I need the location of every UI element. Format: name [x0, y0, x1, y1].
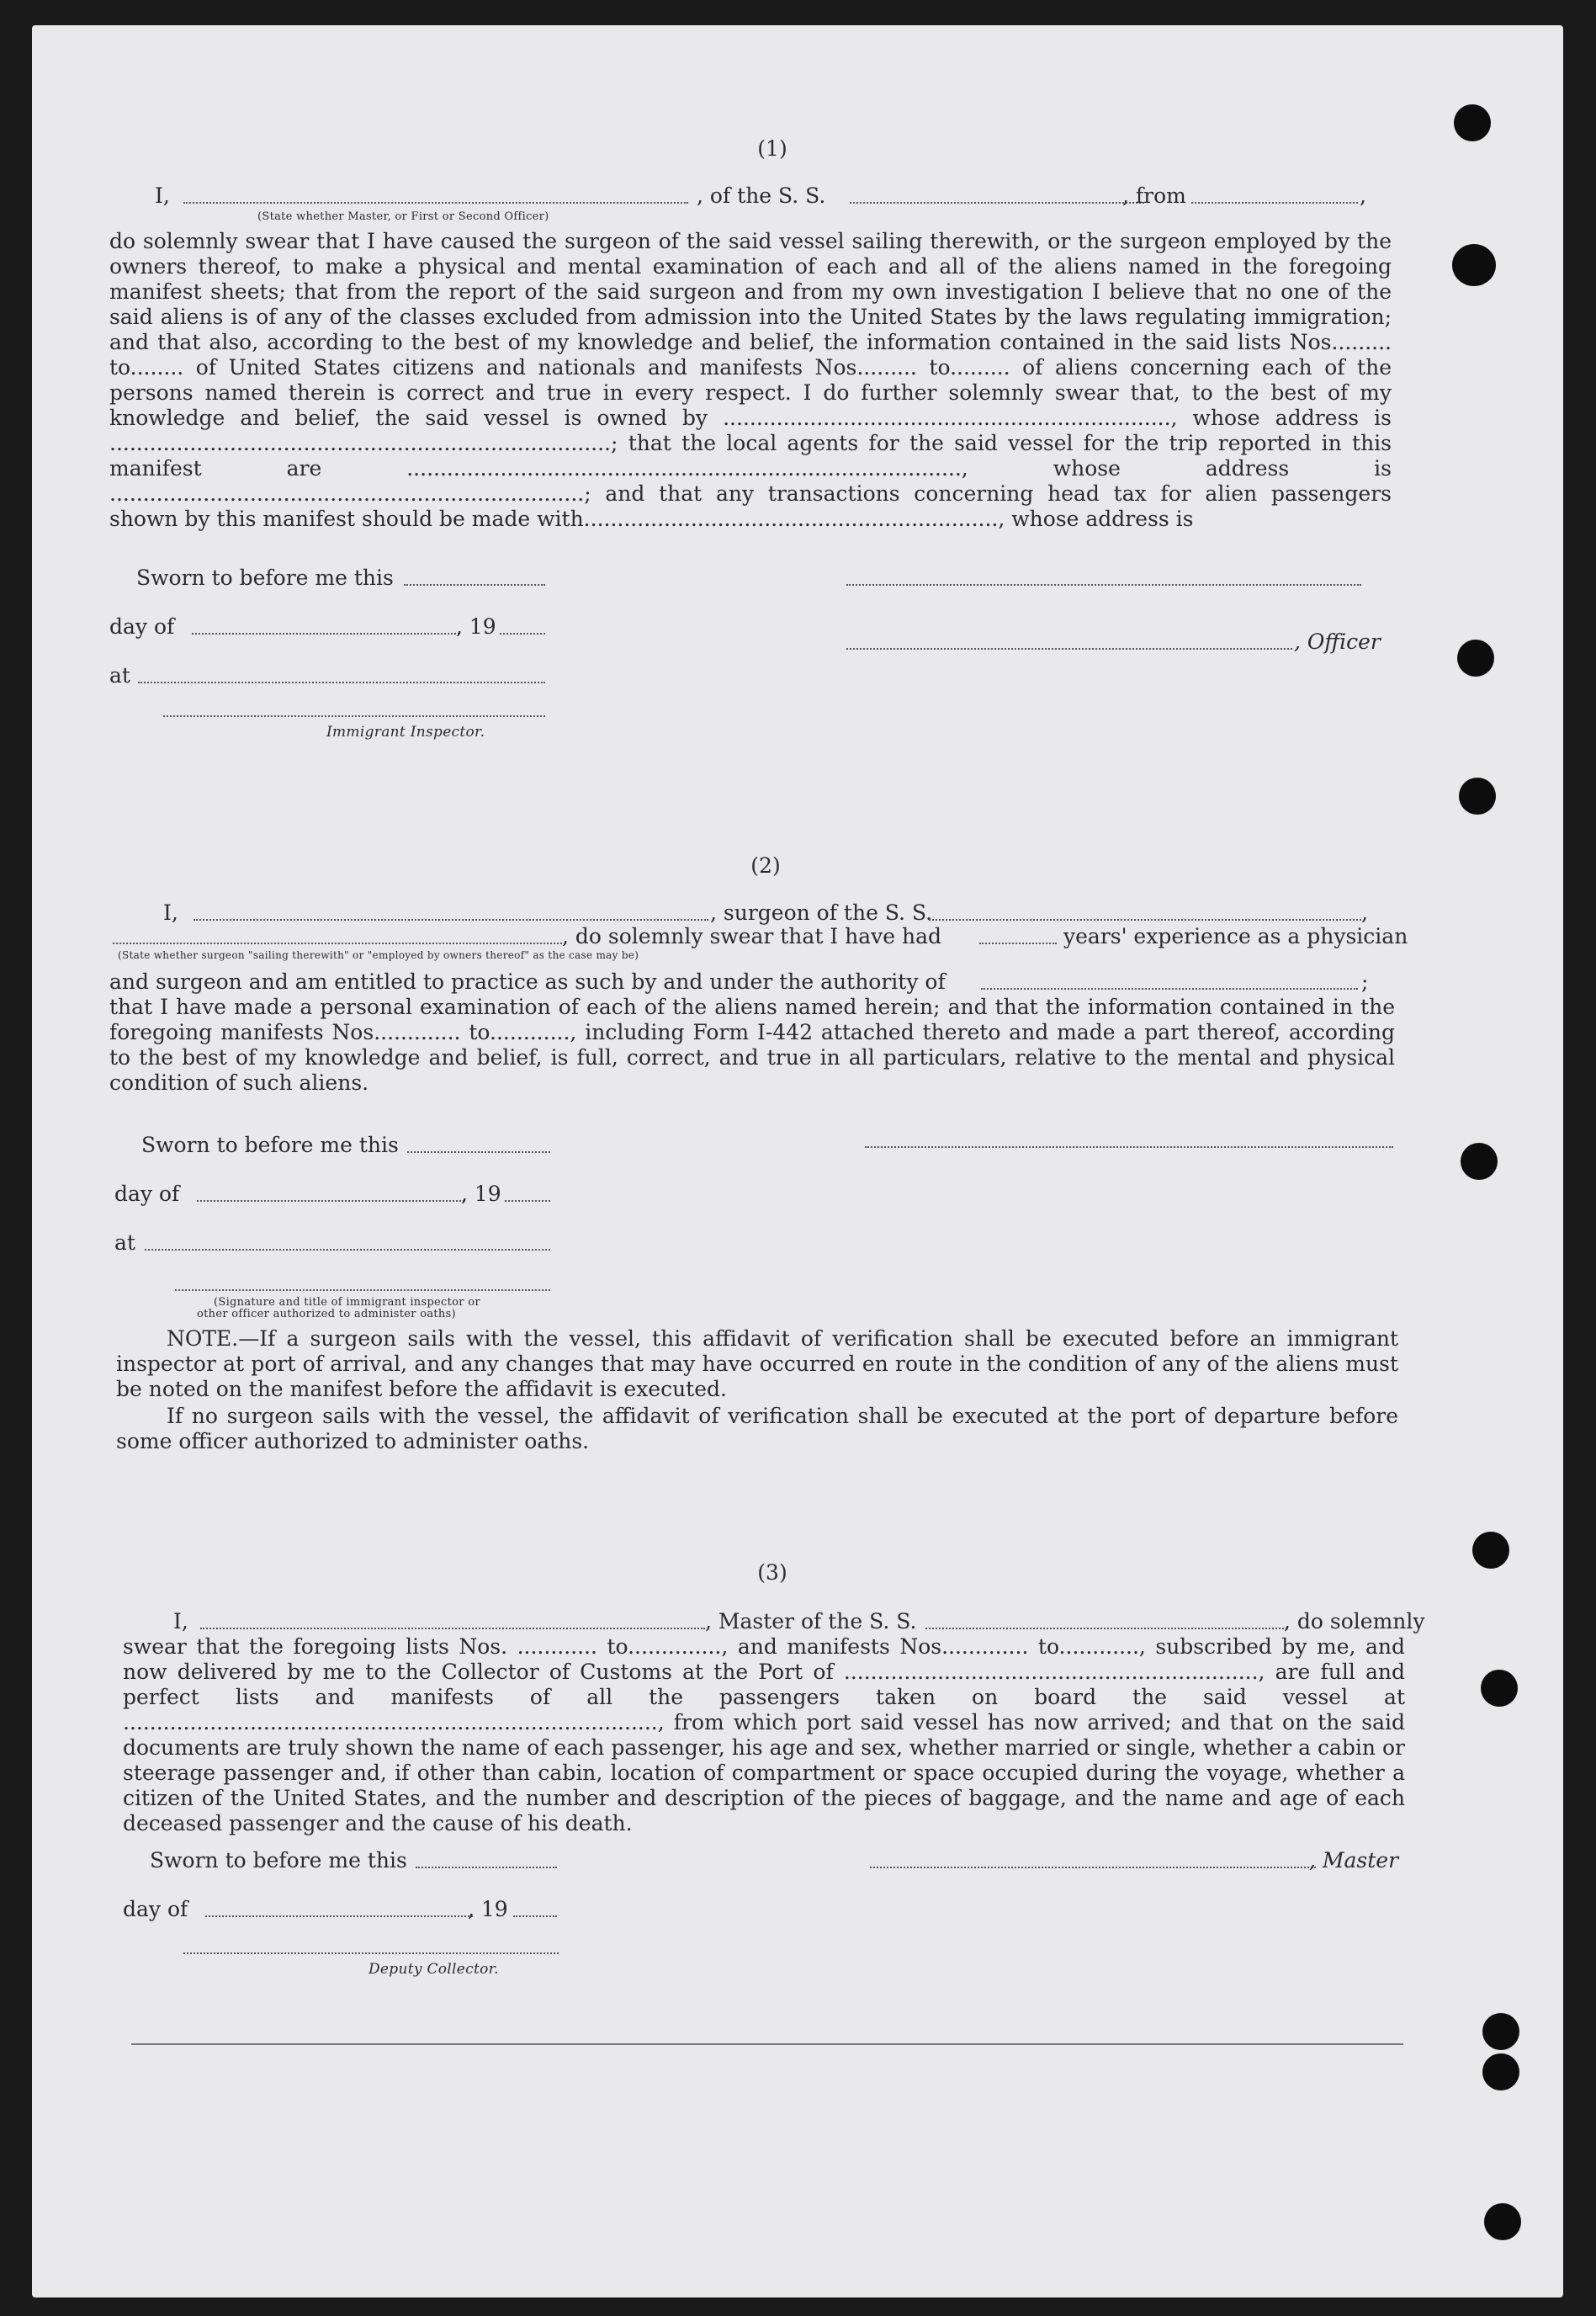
- surgeon-name-field[interactable]: [194, 919, 708, 921]
- section2-body: that I have made a personal examination of each of the aliens named herein; and that the information contained in the foregoing manifests Nos............. to............, including Form I-442 attached thereto and made a part thereof, according to the best of my knowledge and belief, is full, correct, and true in all particulars, relative to the mental and physical condition of such aliens.: [109, 995, 1395, 1095]
- master-signature-field[interactable]: [870, 1867, 1316, 1868]
- section2-at-field[interactable]: [145, 1249, 550, 1251]
- section1-day-field[interactable]: [192, 633, 459, 635]
- section1-year: , 19: [456, 614, 496, 639]
- section3-master-name-field[interactable]: [200, 1628, 705, 1629]
- vessel-name-field[interactable]: [850, 202, 1144, 204]
- section1-inspector: Immigrant Inspector.: [326, 724, 485, 741]
- section2-years: years' experience as a physician: [1063, 924, 1408, 948]
- section3-day-field[interactable]: [205, 1915, 473, 1917]
- section1-at: at: [109, 663, 130, 688]
- bottom-rule: [131, 2043, 1403, 2045]
- punch-hole-8: [1482, 2013, 1519, 2050]
- section1-day-of: day of: [109, 614, 175, 639]
- punch-hole-7: [1481, 1670, 1518, 1707]
- authority-field[interactable]: [981, 988, 1358, 990]
- section1-hint: (State whether Master, or First or Second Officer): [257, 210, 549, 223]
- collector-signature-field[interactable]: [183, 1952, 559, 1954]
- section2-swear: , do solemnly swear that I have had: [562, 924, 942, 948]
- section2-note2: If no surgeon sails with the vessel, the affidavit of verification shall be executed at the port of departure before some officer authorized to administer oaths.: [116, 1404, 1398, 1453]
- punch-hole-9: [1482, 2053, 1519, 2090]
- punch-hole-10: [1484, 2203, 1521, 2240]
- section3-body: swear that the foregoing lists Nos. ............ to.............., and manifests Nos............. to............, subscribed by me, and now delivered by me to the Collector of Customs at the Port of .............................................................., are full and perfect lists and manifests of all the passengers taken on board the said vessel at ................................................................................, from which port said vessel has now arrived; and that on the said documents are truly shown the name of each passenger, his age and sex, whether married or single, whether a cabin or steerage passenger and, if other than cabin, location of compartment or space occupied during the voyage, whether a citizen of the United States, and the number and description of the pieces of baggage, and the name and age of each deceased passenger and the cause of his death.: [123, 1634, 1405, 1835]
- section2-day-field[interactable]: [197, 1200, 464, 1202]
- section3-line1-prefix: I,: [173, 1609, 188, 1633]
- punch-hole-5: [1461, 1143, 1498, 1180]
- section1-sworn: Sworn to before me this: [136, 566, 394, 590]
- section2-line1-end: ,: [1361, 900, 1368, 925]
- section3-solemnly: , do solemnly: [1284, 1609, 1425, 1633]
- section1-officer: , Officer: [1294, 629, 1381, 654]
- section3-year: , 19: [468, 1897, 508, 1921]
- section3-vessel-field[interactable]: [925, 1628, 1287, 1629]
- section2-hint: (State whether surgeon "sailing therewith" or "employed by owners thereof" as the case may be): [118, 949, 639, 961]
- section3-sworn-date-field[interactable]: [416, 1867, 557, 1868]
- surgeon-signature-field[interactable]: [865, 1146, 1393, 1148]
- section2-line1-prefix: I,: [163, 900, 178, 925]
- section2-year-field[interactable]: [505, 1200, 550, 1202]
- section2-surgeon: , surgeon of the S. S.: [710, 900, 933, 925]
- section2-year: , 19: [461, 1182, 501, 1206]
- section1-line1-end: ,: [1360, 183, 1366, 208]
- officer-signature-field[interactable]: [846, 648, 1292, 650]
- section2-note1: NOTE.—If a surgeon sails with the vessel, this affidavit of verification shall be executed before an immigrant inspector at port of arrival, and any changes that may have occurred en route in the condition of any of the aliens must be noted on the manifest before the affidavit is executed.: [116, 1326, 1398, 1401]
- section1-number: (1): [757, 136, 787, 161]
- punch-hole-4: [1459, 778, 1496, 815]
- section3-master: , Master of the S. S.: [705, 1609, 917, 1633]
- master-name-field[interactable]: [183, 202, 688, 204]
- section1-of-ss: , of the S. S.: [697, 183, 826, 208]
- punch-hole-1: [1454, 104, 1491, 141]
- section2-vessel-field[interactable]: [929, 919, 1361, 921]
- section1-from: , from: [1122, 183, 1186, 208]
- section2-at: at: [114, 1230, 135, 1255]
- section3-day-of: day of: [123, 1897, 188, 1921]
- section1-line1-prefix: I,: [155, 183, 170, 208]
- punch-hole-6: [1472, 1532, 1509, 1569]
- section2-body-line1: and surgeon and am entitled to practice as such by and under the authority of: [109, 969, 946, 994]
- years-experience-field[interactable]: [979, 943, 1057, 944]
- section3-collector: Deputy Collector.: [369, 1961, 499, 1978]
- section2-day-of: day of: [114, 1182, 180, 1206]
- section2-sworn-date-field[interactable]: [407, 1151, 550, 1153]
- from-port-field[interactable]: [1191, 202, 1358, 204]
- form-page: [32, 25, 1563, 2297]
- section3-number: (3): [757, 1560, 787, 1585]
- section2-number: (2): [750, 853, 781, 878]
- punch-hole-2: [1452, 244, 1496, 286]
- section3-year-field[interactable]: [513, 1915, 557, 1917]
- punch-hole-3: [1457, 640, 1494, 677]
- section2-sworn: Sworn to before me this: [141, 1133, 399, 1157]
- section2-sig-hint1: (Signature and title of immigrant inspector or: [214, 1296, 480, 1309]
- section2-body-end: ;: [1361, 969, 1369, 994]
- section1-body: do solemnly swear that I have caused the surgeon of the said vessel sailing therewith, or the surgeon employed by the owners thereof, to make a physical and mental examination of each and all of the aliens named in the foregoing manifest sheets; that from the report of the said surgeon and from my own investigation I believe that no one of the said aliens is of any of the classes excluded from admission into the United States by the laws regulating immigration; and that also, according to the best of my knowledge and belief, the information contained in the said lists Nos......... to........ of United States citizens and nationals and manifests Nos......... to......... of aliens concerning each of the persons named therein is correct and true in every respect. I do further solemnly swear that, to the best of my knowledge and belief, the said vessel is owned by ..................................................................., whose address is ...........................................................................; that the local agents for the said vessel for the trip reported in this manifest are ..................................................................................., whose address is .......................................................................; and that any transactions concerning head tax for alien passengers shown by this manifest should be made with.............................................................., whose address is: [109, 229, 1392, 531]
- section3-master-sig: , Master: [1309, 1848, 1399, 1872]
- inspector-signature-field[interactable]: [163, 715, 545, 717]
- officer-signature-top-field[interactable]: [846, 584, 1361, 586]
- section1-year-field[interactable]: [500, 633, 545, 635]
- section1-sworn-date-field[interactable]: [404, 584, 545, 586]
- section1-at-field[interactable]: [138, 682, 545, 683]
- surgeon-status-field[interactable]: [113, 943, 562, 944]
- section3-sworn: Sworn to before me this: [150, 1848, 407, 1872]
- section2-sig-hint2: other officer authorized to administer oaths): [197, 1308, 456, 1320]
- section2-inspector-signature-field[interactable]: [175, 1289, 550, 1291]
